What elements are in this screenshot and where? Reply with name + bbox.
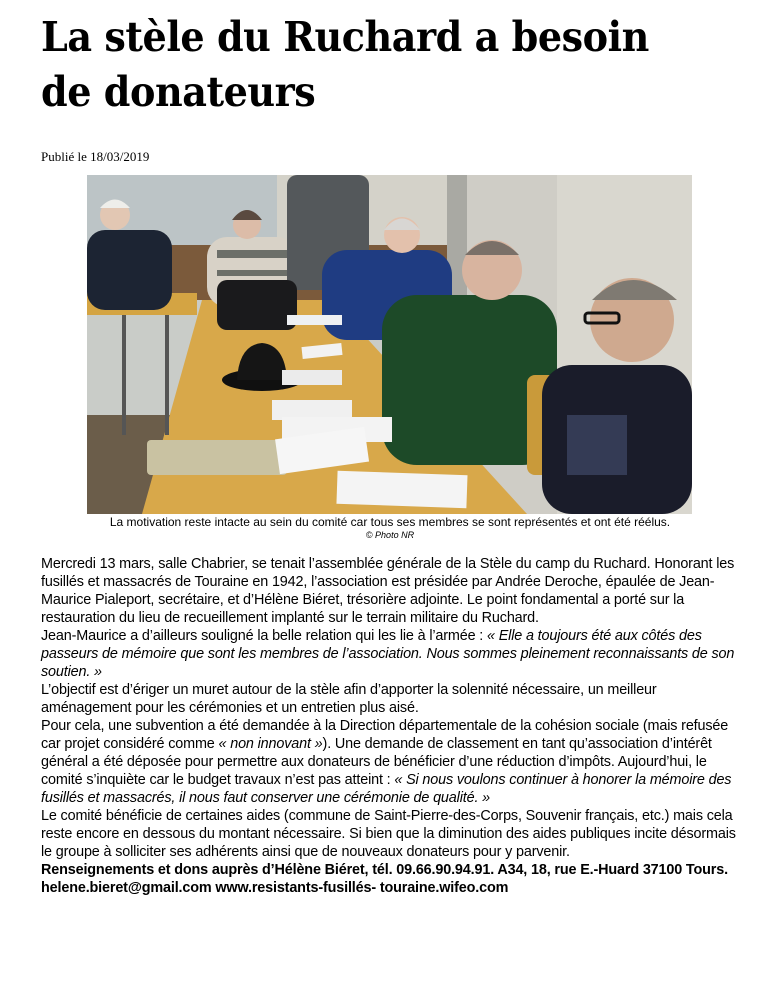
- paragraph-5-text: Le comité bénéficie de certaines aides (commune de Saint-Pierre-des-Corps, Souvenir français, etc.) mais cela reste encore en dessous du montant nécessaire. Si bien que la diminution des aides publiques incite désormais le groupe à solliciter ses adhérents ainsi que de nouveaux donateurs pour y parvenir.: [41, 808, 736, 860]
- publication-date: Publié le 18/03/2019: [41, 149, 150, 164]
- paragraph-4-inline-quote: « non innovant »: [218, 736, 323, 752]
- paragraph-4-end-quote: « Si nous voulons continuer à honorer la mémoire des fusillés et massacrés, il nous faut conserver une cérémonie de qualité. »: [41, 772, 732, 806]
- contact-info: Renseignements et dons auprès d’Hélène Biéret, tél. 09.66.90.94.91. A34, 18, rue E.-Huard 37100 Tours. helene.bieret@gmail.com www.resistants-fusillés- touraine.wifeo.com: [41, 862, 728, 896]
- paragraph-4-text-middle: ). Une demande de classement en tant qu’association d’intérêt général a été déposée pour permettre aux donateurs de bénéficier d’une réduction d’impôts. Aujourd’hui, le comité s’inquiète car le budget travaux n’est pas atteint :: [41, 736, 712, 788]
- photo-paper: [287, 315, 342, 325]
- article-body: [41, 555, 741, 897]
- paragraph-2-text: Jean-Maurice a d’ailleurs souligné la belle relation qui les lie à l’armée :: [41, 628, 487, 644]
- photo-credit: © Photo NR: [365, 530, 415, 540]
- paragraph-3-text: L’objectif est d’ériger un muret autour de la stèle afin d’apporter la solennité nécessaire, un meilleur aménagement pour les cérémonies et un entretien plus aisé.: [41, 682, 657, 716]
- article-photo: [87, 175, 692, 514]
- photo-pencil-case: [147, 440, 287, 475]
- photo-caption: La motivation reste intacte au sein du comité car tous ses membres se sont représentés et ont été réélus.: [109, 515, 671, 529]
- paragraph-4-text-before: Pour cela, une subvention a été demandée à la Direction départementale de la cohésion sociale (mais refusée car projet considéré comme: [41, 718, 729, 752]
- paragraph-1-text: Mercredi 13 mars, salle Chabrier, se tenait l’assemblée générale de la Stèle du camp du Ruchard. Honorant les fusillés et massacrés de Touraine en 1942, l’association est présidée par Andrée Deroche, épaulée de Jean-Maurice Pialeport, secrétaire, et d’Hélène Biéret, trésorière adjointe. Le point fondamental a porté sur la restauration du lieu de recueillement implanté sur le terrain militaire du Ruchard.: [41, 556, 735, 626]
- paragraph-3: [41, 681, 741, 717]
- article-title: La stèle du Ruchard a besoin de donateurs: [41, 13, 649, 116]
- paragraph-2-quote: « Elle a toujours été aux côtés des passeurs de mémoire que sont les membres de l’association. Nous sommes pleinement reconnaissants de son soutien. »: [41, 628, 735, 680]
- photo-bag: [217, 280, 297, 330]
- paragraph-4: [41, 717, 741, 807]
- paragraph-2: [41, 627, 741, 681]
- paragraph-1: [41, 555, 741, 627]
- photo-illustration: [87, 175, 692, 514]
- photo-person-1: [87, 230, 172, 310]
- paragraph-5: [41, 807, 741, 861]
